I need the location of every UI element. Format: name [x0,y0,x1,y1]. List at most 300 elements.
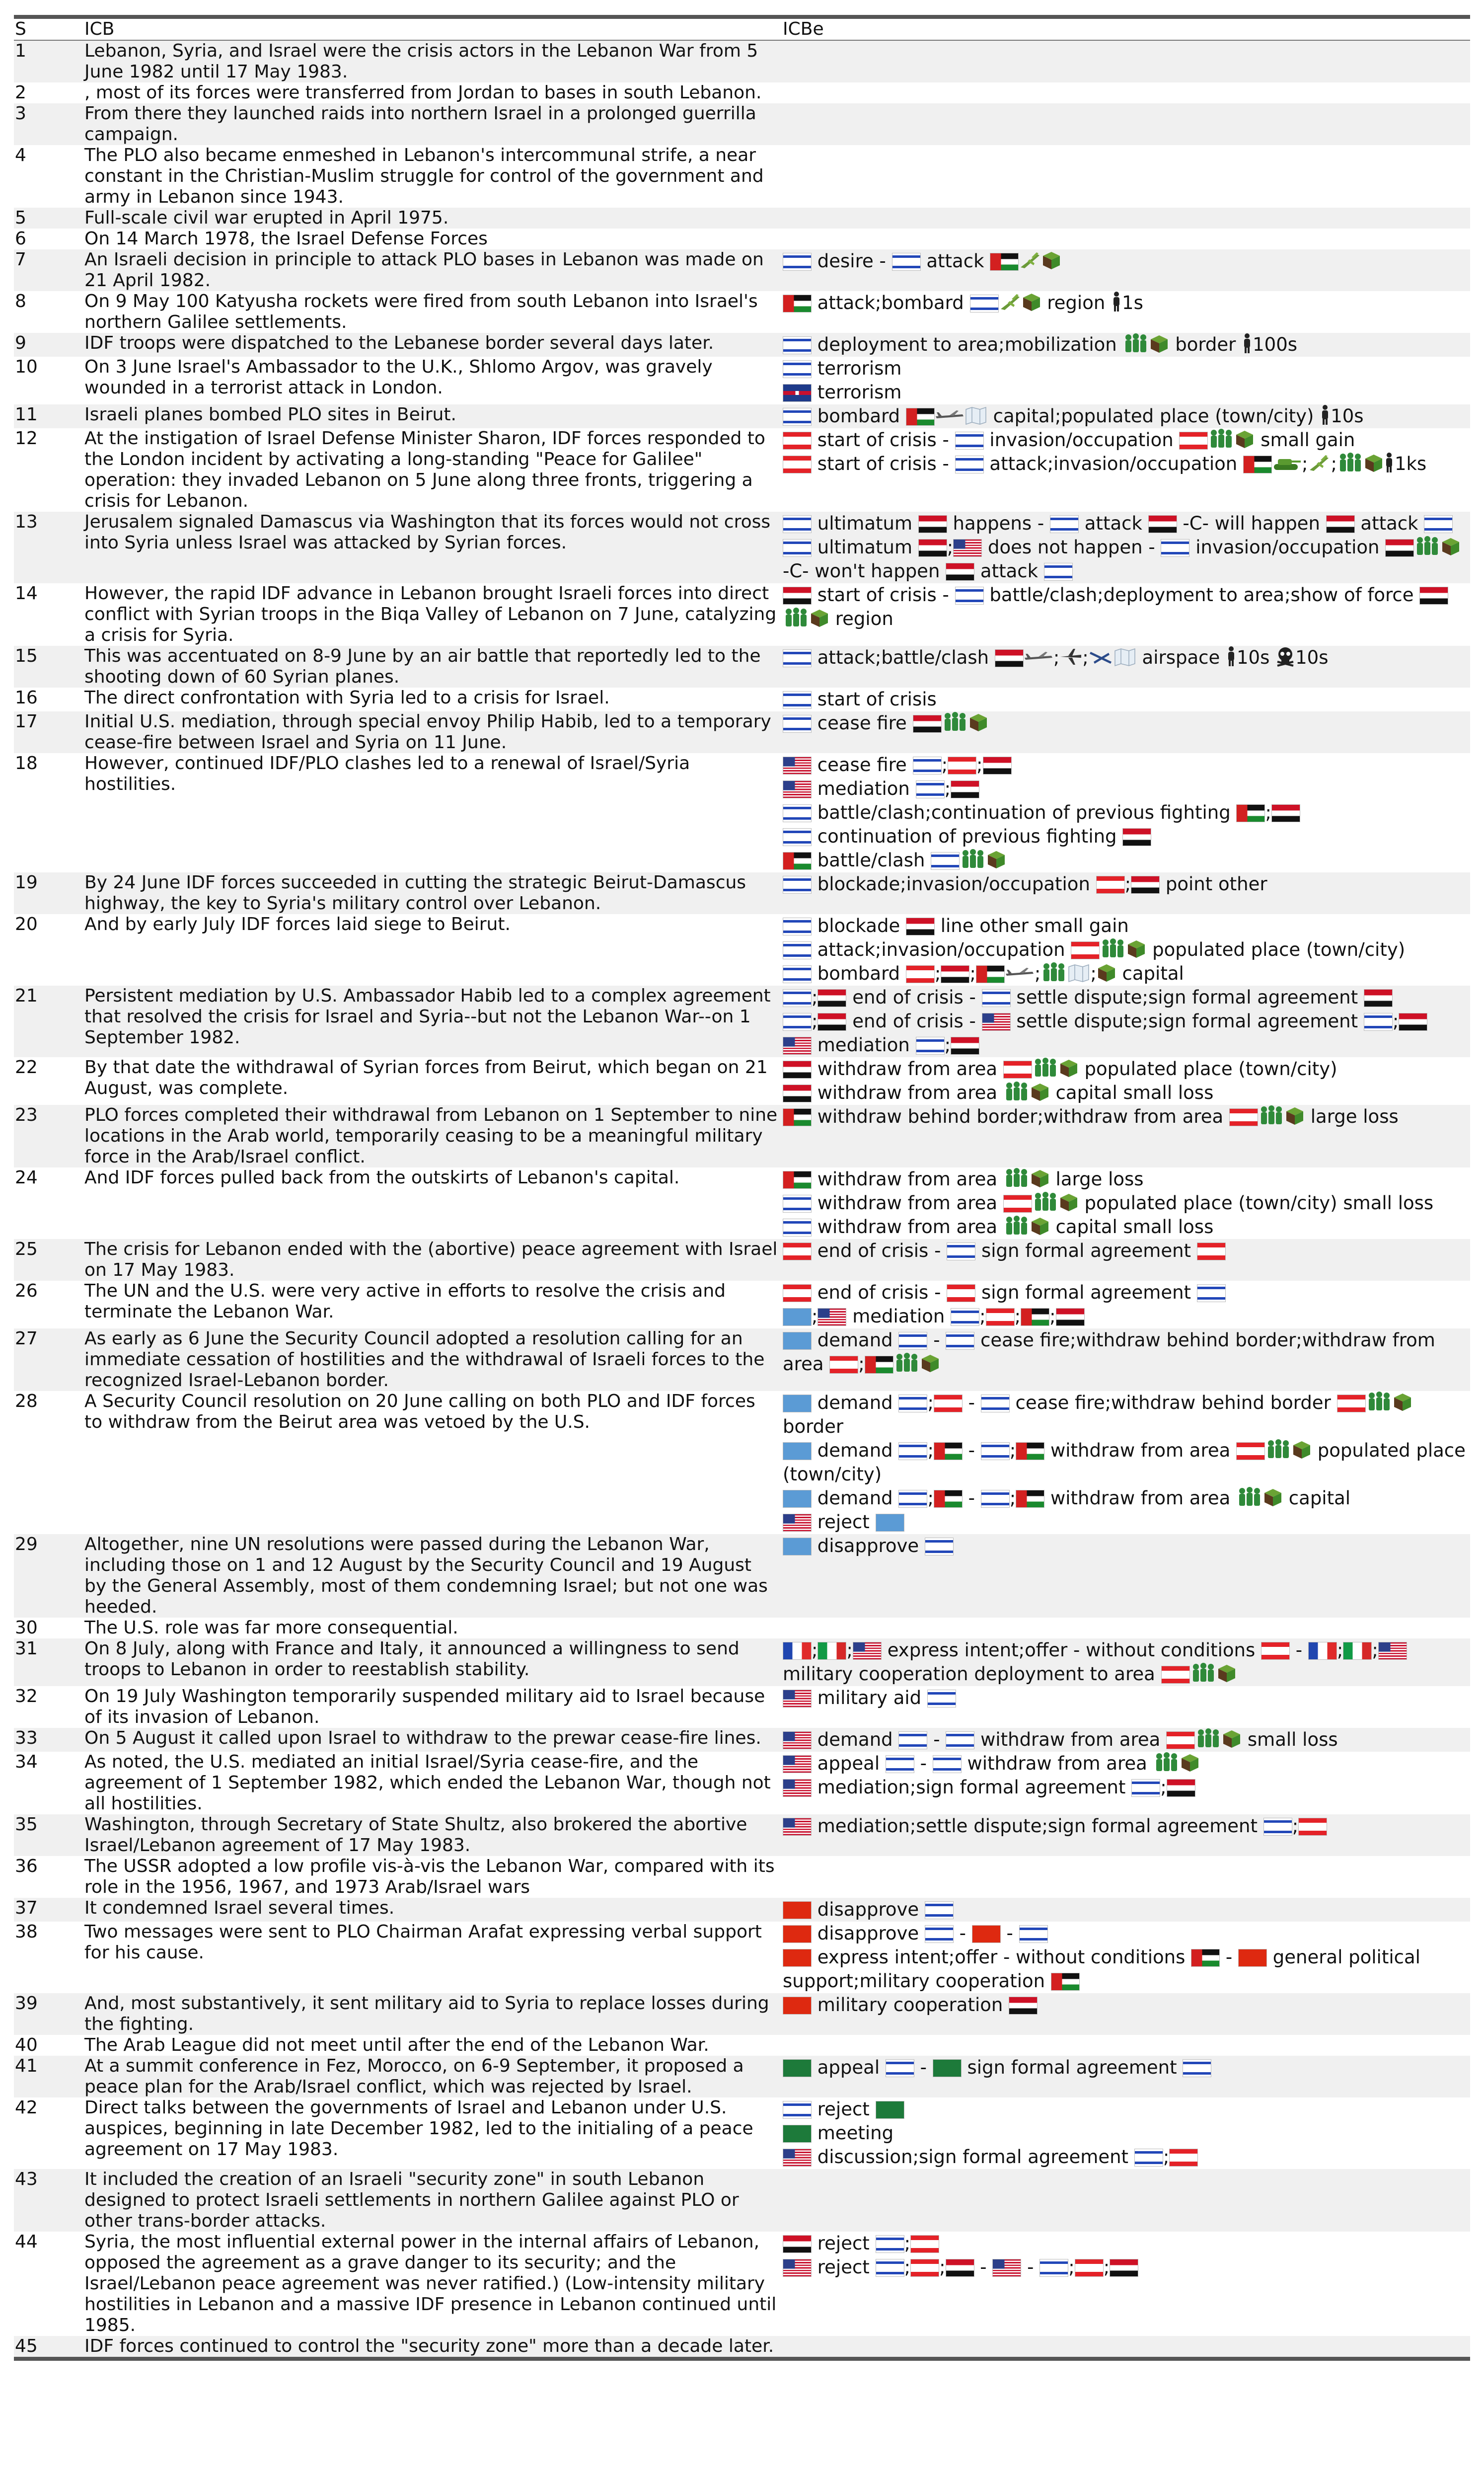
event-text: ; [969,963,976,984]
israel-flag-icon [982,989,1011,1007]
event-text: ; [1034,963,1041,984]
event-text: bombard [812,963,906,984]
israel-flag-icon [783,715,812,733]
event-text: ultimatum [812,513,918,534]
icbe-event [783,536,1470,583]
header-icb: ICB [84,19,115,39]
icb-text: Persistent mediation by U.S. Ambassador Habib led to a complex agreement that resolved the crisis for Israel and Syria--but not the Lebanon War--on 1 September 1982. [84,986,771,1048]
usa-flag-icon [853,1642,882,1660]
icbe-events [783,1686,1470,1728]
icbe-events [783,1618,1470,1638]
event-text: ; [1372,1639,1378,1661]
event-text: ; [812,1306,818,1327]
person-icon [1226,647,1237,668]
sentence-number: 10 [15,357,38,377]
usa-flag-icon [783,1690,812,1708]
icb-text: The PLO also became enmeshed in Lebanon's intercommunal strife, a near constant in the Christian-Muslim struggle for control of the government and army in Lebanon since 1943. [84,145,764,207]
israel-flag-icon [783,941,812,959]
israel-flag-icon [783,1195,812,1213]
sentence-number: 36 [15,1856,38,1876]
event-text: appeal [812,1753,886,1774]
cube-icon [1059,1192,1079,1214]
event-text: ; [904,2256,911,2278]
icbe-event [783,1686,1470,1710]
soldiers-icon [1414,537,1441,558]
icb-text: It included the creation of an Israeli "security zone" in south Lebanon designed to protect Israeli settlements in northern Galilee against PLO or other trans-border attacks. [84,2169,739,2231]
icbe-events [783,688,1470,711]
event-text: - [1290,1639,1308,1661]
sentence-number: 20 [15,914,38,934]
icb-text: However, the rapid IDF advance in Lebanon brought Israeli forces into direct conflict with Syrian troops in the Biqa Valley of Lebanon on 7 June, catalyzing a crisis for Syria. [84,583,777,645]
event-text: ; [812,1010,818,1032]
israel-flag-icon [1134,2149,1163,2167]
syria-flag-icon [1385,539,1414,557]
event-text: region [1041,292,1112,313]
cube-icon [1292,1440,1312,1461]
event-text: ; [1302,453,1308,474]
event-text: cease fire;withdraw behind border;withdraw from area [783,1329,1435,1375]
sentence-number: 2 [15,82,26,103]
china-flag-icon [783,1949,812,1967]
syria-flag-icon [1399,1013,1427,1031]
lebanon-flag-icon [1161,1666,1190,1684]
icb-text: Washington, through Secretary of State Shultz, also brokered the abortive Israel/Lebanon agreement of 17 May 1983. [84,1814,747,1856]
table-row [14,333,1470,357]
palestine-flag-icon [1236,804,1265,822]
cube-icon [1180,1753,1200,1774]
event-text: end of crisis - [846,1010,982,1032]
event-text: ; [1160,1777,1167,1798]
event-text: start of crisis [812,689,937,710]
event-text: express intent;offer - without conditions [881,1639,1261,1661]
cube-icon [1030,1216,1050,1238]
event-text: capital small loss [1049,1216,1214,1238]
icbe-events [783,711,1470,753]
cube-icon [1059,1058,1079,1080]
event-text: ; [944,1034,951,1056]
icb-text: The Arab League did not meet until after the end of the Lebanon War. [84,2035,709,2055]
lebanon-flag-icon [910,2235,939,2253]
syria-flag-icon [1419,587,1448,605]
event-text: invasion/occupation [983,429,1180,451]
sentence-number: 23 [15,1105,38,1125]
soldiers-icon [1032,1192,1059,1214]
event-text: populated place (town/city) [1146,939,1406,960]
event-text: ; [1053,647,1060,668]
icb-text: A Security Council resolution on 20 June calling on both PLO and IDF forces to withdraw from the Beirut area was vetoed by the U.S. [84,1391,755,1432]
event-text: withdraw from area [974,1729,1167,1750]
israel-flag-icon [913,757,942,775]
icbe-event [783,914,1470,938]
icbe-events [783,646,1470,688]
sentence-number: 38 [15,1922,38,1942]
icbe-events [783,872,1470,914]
israel-flag-icon [898,1442,927,1460]
icbe-event [783,333,1470,357]
icbe-event [783,872,1470,896]
icbe-events [783,1391,1470,1534]
icbe-events [783,291,1470,333]
italy-flag-icon [1343,1642,1372,1660]
palestine-flag-icon [1016,1490,1044,1508]
event-text: disapprove [812,1923,925,1944]
israel-flag-icon [933,1755,962,1773]
soldiers-icon [783,608,810,629]
event-text: start of crisis - [812,453,955,474]
table-row [14,711,1470,753]
lebanon-flag-icon [1096,876,1125,894]
icb-text: The USSR adopted a low profile vis-à-vis the Lebanon War, compared with its role in the 1956, 1967, and 1973 Arab/Israel wars [84,1856,775,1897]
israel-flag-icon [783,336,812,354]
event-text: - [953,1923,972,1944]
event-text: - [1000,1923,1019,1944]
cube-icon [1393,1392,1412,1413]
usa-flag-icon [783,2149,812,2167]
table-row [14,914,1470,986]
event-text: invasion/occupation [1189,537,1386,558]
icb-text: Lebanon, Syria, and Israel were the crisis actors in the Lebanon War from 5 June 1982 until 17 May 1983. [84,41,758,82]
table-row [14,872,1470,914]
israel-flag-icon [886,2059,914,2077]
icbe-event [783,711,1470,735]
event-text: demand [812,1729,899,1750]
lebanon-flag-icon [1071,941,1100,959]
icb-text: At a summit conference in Fez, Morocco, on 6-9 September, it proposed a peace plan for the Arab/Israel conflict, which was rejected by Israel. [84,2056,744,2097]
event-text: ; [1392,1010,1399,1032]
cube-icon [1222,1729,1242,1750]
icb-text: Initial U.S. mediation, through special envoy Philip Habib, led to a temporary cease-fire between Israel and Syria on 11 June. [84,711,771,753]
icb-text: At the instigation of Israel Defense Minister Sharon, IDF forces responded to the London incident by activating a long-standing "Peace for Galilee" operation: they invaded Lebanon on 5 June along three fronts, triggering a crisis for Lebanon. [84,428,765,511]
event-text: sign formal agreement [975,1240,1197,1261]
plane-icon [1019,250,1041,272]
icbe-event [783,962,1470,986]
icbe-events [783,1534,1470,1618]
table-row [14,229,1470,249]
soldiers-icon [1032,1058,1059,1080]
sentence-number: 8 [15,291,26,311]
person-icon [1242,334,1253,355]
israel-flag-icon [1050,515,1079,533]
event-text: end of crisis - [846,987,982,1008]
icbe-events [783,103,1470,145]
table-row [14,1814,1470,1856]
icb-text: The direct confrontation with Syria led to a crisis for Israel. [84,688,610,708]
icbe-event [783,381,1470,404]
icbe-events [783,1814,1470,1856]
icbe-event [783,1105,1470,1129]
palestine-flag-icon [934,1490,963,1508]
soldiers-icon [1265,1440,1292,1461]
event-text: ; [904,2233,911,2254]
icbe-events [783,1167,1470,1239]
sentence-number: 30 [15,1618,38,1638]
soldiers-icon [1100,939,1126,960]
israel-flag-icon [783,649,812,667]
event-text: bombard [812,405,906,427]
cube-icon [1149,334,1169,355]
icbe-event [783,1167,1470,1191]
cube-icon [986,850,1006,871]
table-row [14,1686,1470,1728]
icbe-event [783,1191,1470,1215]
icbe-event [783,1728,1470,1752]
event-text: attack [974,560,1044,582]
israel-flag-icon [783,828,812,846]
syria-flag-icon [1167,1779,1195,1797]
event-text: battle/clash;continuation of previous fighting [812,802,1237,823]
soldiers-icon [1208,429,1235,451]
sentence-number: 42 [15,2097,38,2118]
event-text: ; [1009,1487,1016,1509]
icbe-event [783,801,1470,825]
event-text: demand [812,1487,899,1509]
table-row [14,208,1470,229]
lebanon-flag-icon [783,432,812,450]
event-text: 10s [1331,405,1364,427]
icbe-event [783,2145,1470,2169]
table-row [14,2035,1470,2056]
syria-flag-icon [783,2235,812,2253]
event-text: express intent;offer - without conditions [812,1946,1191,1968]
cube-icon [1030,1082,1050,1103]
event-text: ; [1163,2146,1170,2168]
israel-flag-icon [892,253,921,271]
icbe-event [783,2097,1470,2121]
israel-flag-icon [1364,1013,1393,1031]
cube-icon [1235,429,1255,451]
usa-flag-icon [953,539,982,557]
palestine-flag-icon [1051,1973,1080,1991]
event-text: ; [976,754,983,776]
cube-icon [1441,537,1461,558]
sentence-number: 39 [15,1993,38,2014]
table-row [14,1638,1470,1686]
israel-flag-icon [970,295,999,312]
syria-flag-icon [1122,828,1151,846]
syria-flag-icon [783,587,812,605]
event-text: - [1021,2256,1040,2278]
icbe-event [783,512,1470,536]
sentence-number: 45 [15,2336,38,2356]
israel-flag-icon [955,432,984,450]
lebanon-flag-icon [783,1242,812,1260]
icbe-events [783,512,1470,583]
israel-flag-icon [876,2259,904,2277]
syria-flag-icon [918,515,947,533]
event-text: attack;invasion/occupation [983,453,1244,474]
event-text: demand [812,1392,899,1413]
event-text: - [927,1329,946,1351]
sentence-number: 13 [15,512,38,532]
icbe-event [783,1281,1470,1305]
israel-flag-icon [783,691,812,709]
israel-flag-icon [1019,1925,1048,1943]
table-row [14,1993,1470,2035]
event-text: cease fire [812,754,913,776]
israel-flag-icon [783,876,812,894]
cube-icon [1126,939,1146,960]
event-text: does not happen - [982,537,1161,558]
table-row [14,2336,1470,2357]
event-text: ; [812,987,818,1008]
israel-flag-icon [925,1925,954,1943]
icbe-event [783,1510,1470,1534]
israel-flag-icon [947,1242,975,1260]
icbe-event [783,1439,1470,1486]
event-text: ultimatum [812,537,918,558]
event-text: reject [812,2233,876,2254]
icb-text: By that date the withdrawal of Syrian forces from Beirut, which began on 21 August, was complete. [84,1057,768,1098]
icbe-event [783,825,1470,849]
israel-flag-icon [886,1755,914,1773]
icb-text: And, most substantively, it sent military aid to Syria to replace losses during the fighting. [84,1993,769,2034]
israel-flag-icon [1039,2259,1068,2277]
soldiers-icon [893,1353,920,1375]
israel-flag-icon [783,360,812,378]
icb-text: On 8 July, along with France and Italy, it announced a willingness to send troops to Lebanon in order to reestablish stability. [84,1638,740,1680]
israel-flag-icon [783,989,812,1007]
israel-flag-icon [783,804,812,822]
soldiers-icon [1003,1168,1030,1190]
usa-flag-icon [783,1755,812,1773]
israel-flag-icon [783,539,812,557]
icb-text: IDF forces continued to control the "security zone" more than a decade later. [84,2336,774,2356]
lebanon-flag-icon [829,1356,858,1374]
cube-icon [1041,250,1061,272]
event-text: meeting [812,2122,894,2144]
lebanon-flag-icon [1169,2149,1198,2167]
lebanon-flag-icon [910,2259,939,2277]
sentence-number: 18 [15,753,38,774]
event-text: ; [812,1639,818,1661]
icbe-events [783,2336,1470,2357]
icb-text: And IDF forces pulled back from the outskirts of Lebanon's capital. [84,1167,680,1188]
usa-flag-icon [783,1731,812,1749]
icb-text: Full-scale civil war erupted in April 1975. [84,208,449,228]
event-text: -C- will happen [1177,513,1326,534]
syria-flag-icon [1009,1997,1038,2015]
sentence-number: 12 [15,428,38,449]
icbe-event [783,1081,1470,1105]
soldiers-icon [1258,1106,1285,1127]
lebanon-flag-icon [1197,1242,1226,1260]
icbe-event [783,452,1470,476]
syria-flag-icon [817,1013,846,1031]
syria-flag-icon [783,1061,812,1079]
china-flag-icon [1238,1949,1267,1967]
sentence-number: 21 [15,986,38,1006]
sentence-number: 27 [15,1328,38,1349]
lebanon-flag-icon [1075,2259,1104,2277]
syria-flag-icon [1148,515,1177,533]
event-text: mediation [812,1034,916,1056]
table-row [14,2232,1470,2336]
icbe-events [783,333,1470,357]
icbe-event [783,646,1470,670]
table-row [14,1391,1470,1534]
cube-icon [1364,453,1384,474]
cube-icon [810,608,829,629]
event-text: disapprove [812,1535,925,1556]
syria-flag-icon [1364,989,1393,1007]
syria-flag-icon [946,2259,974,2277]
palestine-flag-icon [1243,456,1272,473]
table-row [14,583,1470,646]
icbe-event [783,1057,1470,1081]
china-flag-icon [783,1925,812,1943]
icb-text: As noted, the U.S. mediated an initial Israel/Syria cease-fire, and the agreement of 1 September 1982, which ended the Lebanon War, though not all hostilities. [84,1752,771,1814]
icbe-events [783,1728,1470,1752]
icbe-events [783,1105,1470,1167]
event-text: populated place (town/city) [1078,1058,1337,1080]
icb-text: Jerusalem signaled Damascus via Washington that its forces would not cross into Syria unless Israel was attacked by Syrian forces. [84,512,771,553]
syria-flag-icon [913,715,942,733]
event-text: attack [1354,513,1424,534]
usa-flag-icon [783,780,812,798]
soldiers-icon [1122,334,1149,355]
icbe-events [783,82,1470,103]
israel-flag-icon [927,1690,956,1708]
event-text: terrorism [812,358,902,379]
event-text: demand [812,1440,899,1461]
event-text: happens - [947,513,1050,534]
event-text: settle dispute;sign formal agreement [1010,1010,1364,1032]
icbe-events [783,428,1470,512]
palestine-flag-icon [990,253,1019,271]
palestine-flag-icon [906,408,935,426]
event-text: blockade;invasion/occupation [812,873,1096,895]
icbe-events [783,1898,1470,1922]
france-flag-icon [1308,1642,1337,1660]
israel-flag-icon [876,2235,904,2253]
palestine-flag-icon [1016,1442,1044,1460]
israel-flag-icon [1197,1284,1226,1302]
event-text: capital small loss [1049,1082,1214,1103]
icbe-event [783,1898,1470,1922]
cube-icon [1022,292,1041,313]
table-row [14,986,1470,1057]
event-text: 1s [1122,292,1143,313]
event-text: ; [1265,802,1271,823]
event-text: - [962,1487,981,1509]
syria-flag-icon [951,1037,979,1055]
event-text: large loss [1304,1106,1399,1127]
event-text: ; [927,1392,934,1413]
event-text: military cooperation [812,1994,1009,2016]
event-text: ; [1292,1815,1299,1837]
table-row [14,688,1470,711]
event-text: desire - [812,250,892,272]
icbe-events [783,1281,1470,1328]
table-row [14,357,1470,404]
syria-flag-icon [817,989,846,1007]
icb-text: The UN and the U.S. were very active in efforts to resolve the crisis and terminate the Lebanon War. [84,1281,726,1322]
table-body [14,41,1470,2357]
table-row [14,1856,1470,1898]
icbe-event [783,1215,1470,1239]
icbe-events [783,41,1470,82]
syria-flag-icon [918,539,947,557]
israel-flag-icon [783,253,812,271]
event-text: withdraw from area [1044,1440,1237,1461]
table-row [14,1898,1470,1922]
icbe-events [783,986,1470,1057]
header-icbe: ICBe [783,19,824,39]
cube-icon [1097,963,1116,984]
icbe-events [783,914,1470,986]
event-text: - [974,2256,993,2278]
event-text: capital [1283,1487,1351,1509]
